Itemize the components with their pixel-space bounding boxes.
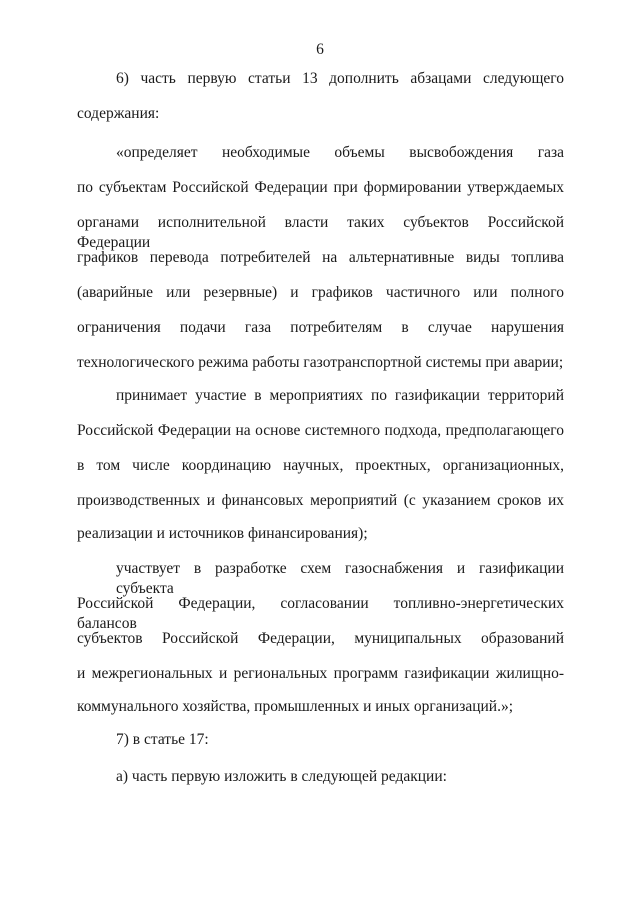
text-line: и межрегиональных и региональных программ газификации жилищно- <box>77 665 564 682</box>
page-number: 6 <box>316 41 324 58</box>
text-line: в том числе координацию научных, проектных, организационных, <box>77 457 564 474</box>
text-line: участвует в разработке схем газоснабжения и газификации субъекта <box>116 560 564 597</box>
text-line: технологического режима работы газотранспортной системы при аварии; <box>77 354 564 371</box>
text-line: графиков перевода потребителей на альтернативные виды топлива <box>77 249 564 266</box>
text-line: производственных и финансовых мероприятий (с указанием сроков их <box>77 492 564 509</box>
text-line: принимает участие в мероприятиях по газификации территорий <box>116 387 564 404</box>
text-line: Российской Федерации на основе системного подхода, предполагающего <box>77 422 564 439</box>
text-line: а) часть первую изложить в следующей редакции: <box>116 768 447 785</box>
text-line: органами исполнительной власти таких субъектов Российской Федерации <box>77 214 564 251</box>
text-line: Российской Федерации, согласовании топливно-энергетических балансов <box>77 595 564 632</box>
text-line: «определяет необходимые объемы высвобождения газа <box>116 144 564 161</box>
text-line: содержания: <box>77 105 160 122</box>
text-line: 6) часть первую статьи 13 дополнить абзацами следующего <box>116 70 564 87</box>
text-line: субъектов Российской Федерации, муниципальных образований <box>77 630 564 647</box>
text-line: (аварийные или резервные) и графиков частичного или полного <box>77 284 564 301</box>
text-line: ограничения подачи газа потребителям в случае нарушения <box>77 319 564 336</box>
text-line: по субъектам Российской Федерации при формировании утверждаемых <box>77 179 564 196</box>
text-line: реализации и источников финансирования); <box>77 525 368 542</box>
text-line: коммунального хозяйства, промышленных и иных организаций.»; <box>77 698 514 715</box>
text-line: 7) в статье 17: <box>116 731 209 748</box>
